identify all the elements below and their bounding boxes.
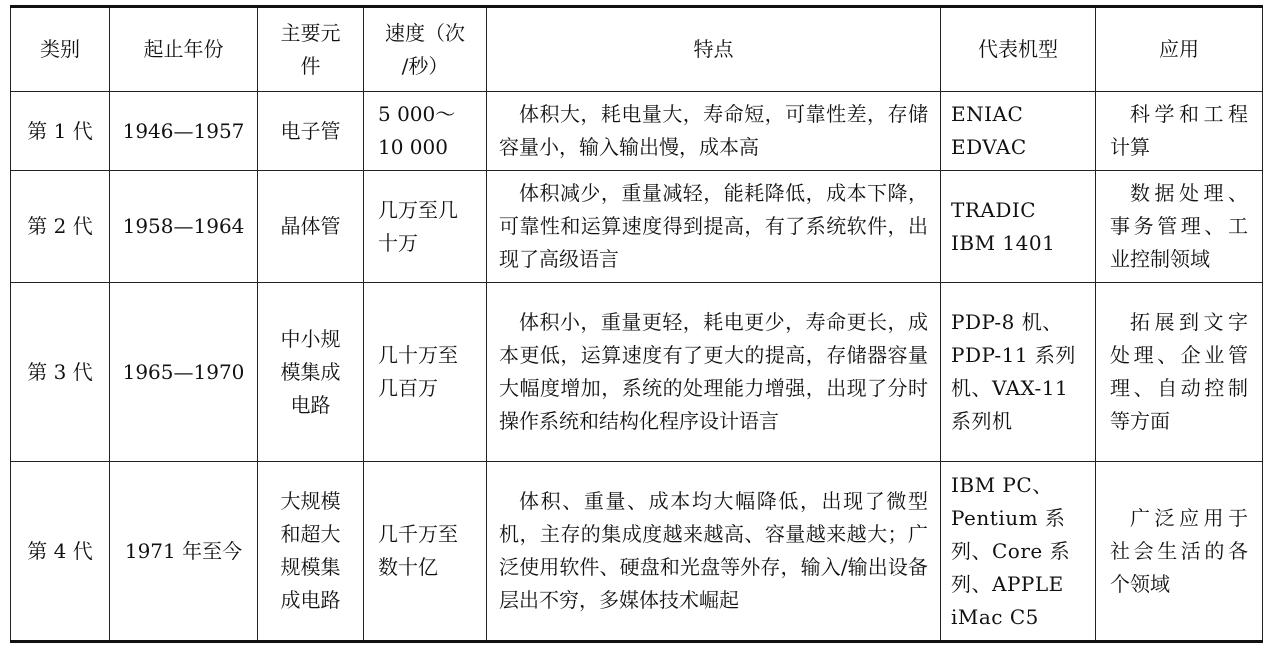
- cell-component: 大规模和超大规模集成电路: [258, 462, 364, 642]
- header-features: 特点: [487, 7, 941, 92]
- cell-application: 科学和工程计算: [1096, 92, 1263, 171]
- table-row: [11, 462, 1263, 642]
- computer-generations-table: [10, 5, 1263, 643]
- cell-period: 1965—1970: [110, 283, 258, 462]
- cell-period: 1946—1957: [110, 92, 258, 171]
- cell-category: 第 1 代: [11, 92, 110, 171]
- cell-features: 体积减少，重量减轻，能耗降低，成本下降，可靠性和运算速度得到提高，有了系统软件，出现了高级语言: [487, 171, 941, 283]
- cell-speed: 几万至几十万: [364, 171, 487, 283]
- computer-generations-table-wrapper: [10, 5, 1263, 643]
- header-application: 应用: [1096, 7, 1263, 92]
- cell-component: 电子管: [258, 92, 364, 171]
- cell-application: 广泛应用于社会生活的各个领域: [1096, 462, 1263, 642]
- cell-speed: 几十万至几百万: [364, 283, 487, 462]
- cell-features: 体积、重量、成本均大幅降低，出现了微型机，主存的集成度越来越高、容量越来越大；广泛使用软件、硬盘和光盘等外存，输入/输出设备层出不穷，多媒体技术崛起: [487, 462, 941, 642]
- cell-period: 1971 年至今: [110, 462, 258, 642]
- cell-application: 数据处理、事务管理、工业控制领域: [1096, 171, 1263, 283]
- cell-models: ENIAC EDVAC: [941, 92, 1096, 171]
- header-models: 代表机型: [941, 7, 1096, 92]
- cell-speed: 5 000～10 000: [364, 92, 487, 171]
- cell-features: 体积大，耗电量大，寿命短，可靠性差，存储容量小，输入输出慢，成本高: [487, 92, 941, 171]
- cell-models: PDP-8 机、PDP-11 系列机、VAX-11 系列机: [941, 283, 1096, 462]
- cell-period: 1958—1964: [110, 171, 258, 283]
- cell-models: TRADIC IBM 1401: [941, 171, 1096, 283]
- cell-category: 第 3 代: [11, 283, 110, 462]
- cell-models: IBM PC、Pentium 系列、Core 系列、APPLE iMac C5: [941, 462, 1096, 642]
- header-category: 类别: [11, 7, 110, 92]
- table-row: [11, 283, 1263, 462]
- table-header-row: [11, 7, 1263, 92]
- cell-category: 第 2 代: [11, 171, 110, 283]
- header-period: 起止年份: [110, 7, 258, 92]
- cell-features: 体积小，重量更轻，耗电更少，寿命更长，成本更低，运算速度有了更大的提高，存储器容量大幅度增加，系统的处理能力增强，出现了分时操作系统和结构化程序设计语言: [487, 283, 941, 462]
- cell-category: 第 4 代: [11, 462, 110, 642]
- header-speed: 速度（次 /秒）: [364, 7, 487, 92]
- table-row: [11, 171, 1263, 283]
- cell-speed: 几千万至数十亿: [364, 462, 487, 642]
- cell-application: 拓展到文字处理、企业管理、自动控制等方面: [1096, 283, 1263, 462]
- cell-component: 中小规模集成电路: [258, 283, 364, 462]
- header-component: 主要元件: [258, 7, 364, 92]
- table-row: [11, 92, 1263, 171]
- cell-component: 晶体管: [258, 171, 364, 283]
